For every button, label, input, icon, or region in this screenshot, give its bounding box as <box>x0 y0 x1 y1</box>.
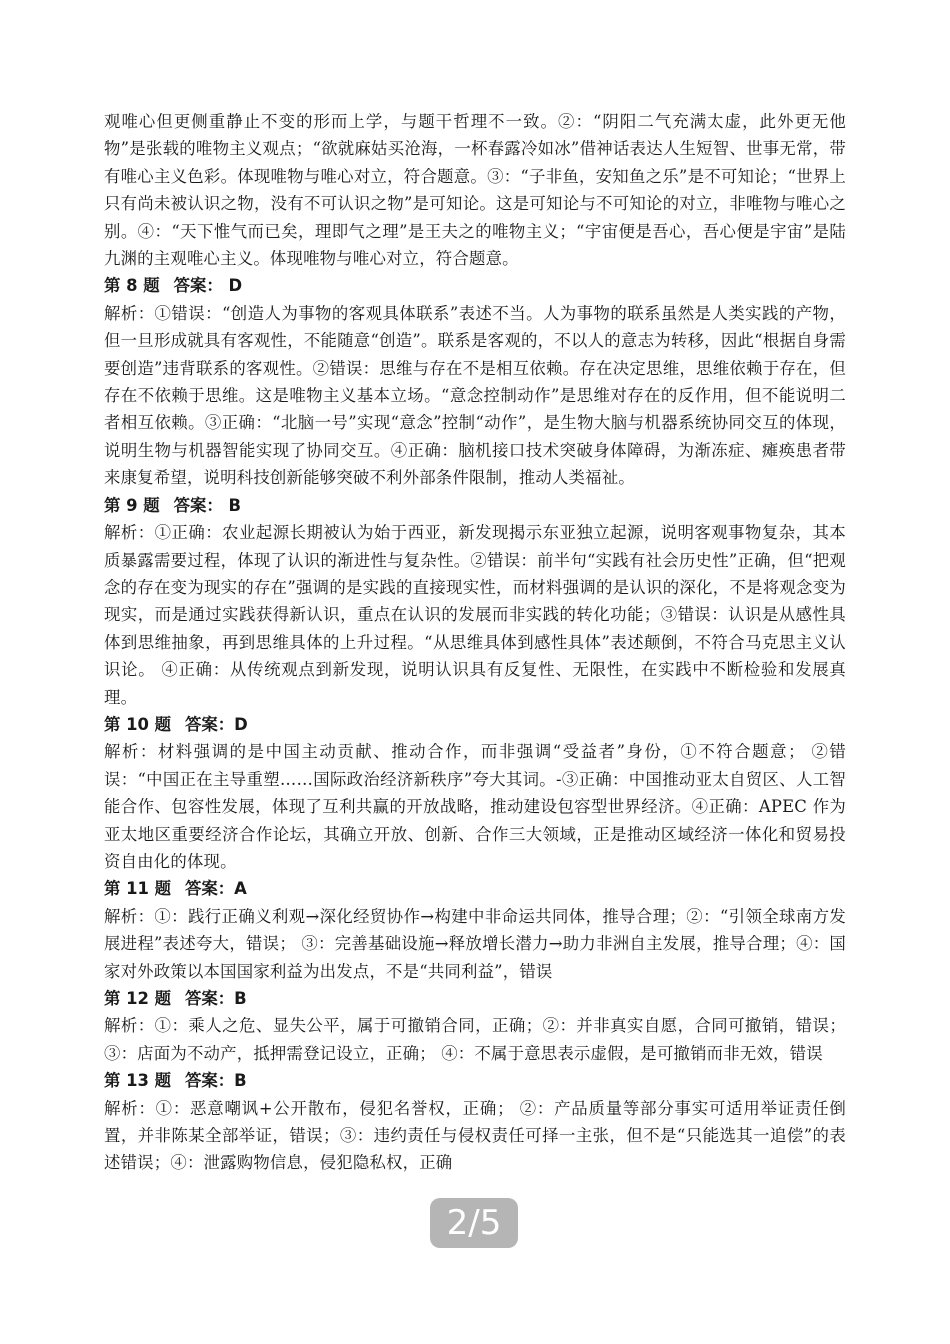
answer-label: 答案：B <box>185 1071 247 1091</box>
analysis-paragraph: 解析：①正确：农业起源长期被认为始于西亚，新发现揭示东亚独立起源，说明客观事物复杂，其本质暴露需要过程，体现了认识的渐进性与复杂性。②错误：前半句“实践有社会历史性”正确，但“把观念的存在变为现实的存在”强调的是实践的直接现实性，而材料强调的是认识的深化，不是将观念变为现实，而是通过实践获得新认识，重点在认识的发展而非实践的转化功能；③错误：认识是从感性具体到思维抽象，再到思维具体的上升过程。“从思维具体到感性具体”表述颠倒，不符合马克思主义认识论。 ④正确：从传统观点到新发现，说明认识具有反复性、无限性，在实践中不断检验和发展真理。 <box>104 523 846 707</box>
analysis-paragraph: 解析：①：践行正确义利观→深化经贸协作→构建中非命运共同体，推导合理；②：“引领全球南方发展进程”表述夸大，错误； ③：完善基础设施→释放增长潜力→助力非洲自主发展，推导合理；④：国家对外政策以本国国家利益为出发点，不是“共同利益”，错误 <box>104 906 846 981</box>
question-number: 第 9 题 <box>104 495 160 515</box>
answer-label: 答案：B <box>185 989 247 1008</box>
question-number: 第 10 题 <box>104 714 172 734</box>
question-number: 第 13 题 <box>104 1071 172 1091</box>
question-heading <box>104 711 846 738</box>
answer-label: 答案： D <box>173 276 243 296</box>
analysis-paragraph: 解析：①：恶意嘲讽+公开散布，侵犯名誉权，正确； ②：产品质量等部分事实可适用举证责任倒置，并非陈某全部举证，错误；③：违约责任与侵权责任可择一主张，但不是“只能选其一追偿”的表述错误；④：泄露购物信息，侵犯隐私权，正确 <box>104 1098 846 1173</box>
question-10 <box>104 711 846 875</box>
analysis-paragraph: 解析：①错误：“创造人为事物的客观具体联系”表述不当。人为事物的联系虽然是人类实践的产物，但一旦形成就具有客观性，不能随意“创造”。联系是客观的，不以人的意志为转移，因此“根据自身需要创造”违背联系的客观性。②错误：思维与存在不是相互依赖。存在决定思维，思维依赖于存在，但存在不依赖于思维。这是唯物主义基本立场。“意念控制动作”是思维对存在的反作用，但不能说明二者相互依赖。③正确：“北脑一号”实现“意念”控制“动作”，是生物大脑与机器系统协同交互的体现，说明生物与机器智能实现了协同交互。④正确：脑机接口技术突破身体障碍，为渐冻症、瘫痪患者带来康复希望，说明科技创新能够突破不利外部条件限制，推动人类福祉。 <box>104 303 846 488</box>
page-indicator: 2/5 <box>430 1198 518 1248</box>
question-number: 第 12 题 <box>104 989 172 1008</box>
analysis-paragraph: 解析：①：乘人之危、显失公平，属于可撤销合同，正确；②：并非真实自愿，合同可撤销，错误；③：店面为不动产，抵押需登记设立，正确； ④：不属于意思表示虚假，是可撤销而非无效，错误 <box>104 1016 846 1063</box>
question-13 <box>104 1067 846 1177</box>
question-number: 第 11 题 <box>104 879 172 899</box>
answer-label: 答案：D <box>185 714 248 734</box>
question-11 <box>104 875 846 985</box>
question-heading <box>104 985 846 1012</box>
question-12 <box>104 985 846 1067</box>
question-heading <box>104 1067 846 1094</box>
document-page <box>104 108 846 1177</box>
question-9 <box>104 492 846 711</box>
question-heading <box>104 272 846 299</box>
question-heading <box>104 875 846 902</box>
intro-paragraph: 观唯心但更侧重静止不变的形而上学，与题干哲理不一致。②：“阴阳二气充满太虚，此外更无他物”是张载的唯物主义观点；“欲就麻姑买沧海，一杯春露冷如冰”借神话表达人生短智、世事无常，带有唯心主义色彩。体现唯物与唯心对立，符合题意。③：“子非鱼，安知鱼之乐”是不可知论；“世界上只有尚未被认识之物，没有不可认识之物”是可知论。这是可知论与不可知论的对立，非唯物与唯心之别。④：“天下惟气而已矣，理即气之理”是王夫之的唯物主义；“宇宙便是吾心，吾心便是宇宙”是陆九渊的主观唯心主义。体现唯物与唯心对立，符合题意。 <box>104 112 846 269</box>
question-8 <box>104 272 846 491</box>
analysis-paragraph: 解析：材料强调的是中国主动贡献、推动合作，而非强调“受益者”身份，①不符合题意； ②错误：“中国正在主导重塑……国际政治经济新秩序”夸大其词。-③正确：中国推动亚太自贸区、人工智能合作、包容性发展，体现了互利共赢的开放战略，推动建设包容型世界经济。④正确：APEC 作为亚太地区重要经济合作论坛，其确立开放、创新、合作三大领域，正是推动区域经济一体化和贸易投资自由化的体现。 <box>104 742 846 871</box>
question-heading <box>104 492 846 519</box>
question-number: 第 8 题 <box>104 276 160 296</box>
answer-label: 答案：A <box>185 879 247 899</box>
answer-label: 答案： B <box>173 495 241 515</box>
